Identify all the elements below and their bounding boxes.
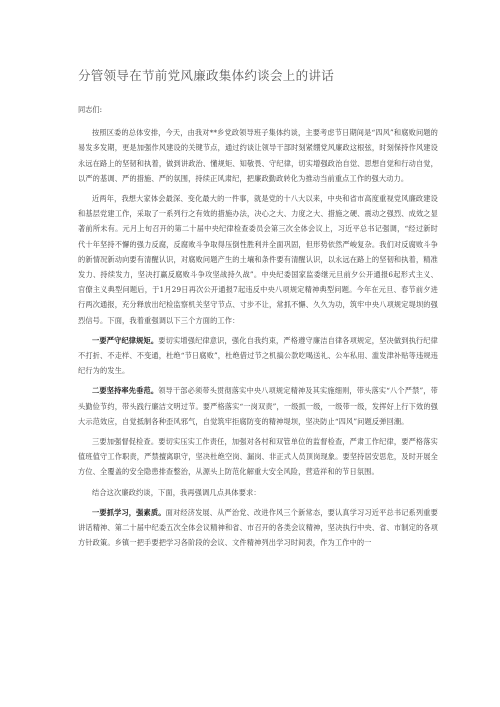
paragraph-text: 领导干部必须带头贯彻落实中央八项规定精神及其实施细则，带头落实“八个严禁”，带头勤俭节约，带头践行廉洁文明过节。要严格落实“一岗双责”，一级抓一级，一级带一级，发挥好上行下效的强大示范效应，自觉抵制各种歪风邪气，自觉筑牢拒腐防变的精神堤坝，坚决防止“四风”问题反弹回潮。: [78, 386, 439, 426]
paragraph: [78, 485, 438, 500]
paragraph-lead: 一要抓学习，强素质。: [92, 507, 166, 517]
paragraph-text: 按照区委的总体安排，今天，由我对**乡党政领导班子集体约谈，主要考虑节日期间是“四风”和腐败问题的易发多发期，更是加强作风建设的关键节点，通过约谈让领导干部时刻紧绷党风廉政这根弦，时刻保持作风建设永远在路上的坚韧和执着，做到讲政治、懂规矩、知敬畏、守纪律，切实增强政治自觉、思想自觉和行动自觉，以严的基调、严的措施、严的氛围，持续正风肃纪，把廉政勤政转化为推动当前重点工作的强大动力。: [78, 128, 438, 183]
salutation: 同志们:: [78, 105, 102, 114]
paragraph: [78, 333, 438, 379]
paragraph: [78, 505, 438, 551]
paragraph: [78, 191, 438, 328]
paragraph: [78, 125, 438, 186]
document-title: 分管领导在节前党风廉政集体约谈会上的讲话: [78, 68, 335, 83]
paragraph-text: 三要加强督促检查。要切实压实工作责任，加强对各村和双管单位的监督检查，严肃工作纪律，要严格落实值班值守工作职责，严禁擅离职守，坚决杜绝空岗、漏岗、非正式人员顶岗现象。要坚持居安思危，及时开展全方位、全覆盖的安全隐患排查整治，从源头上防范化解重大安全风险，营造祥和的节日氛围。: [78, 437, 438, 477]
paragraph-text: 面对经济发展、从严治党、改进作风三个新常态，要认真学习习近平总书记系列重要讲话精神、第二十届中纪委五次全体会议精神和省、市召开的各类会议精神，坚决执行中央、省、市制定的各项方针政策。乡镇一把手要把学习各阶段的会议、文件精神列出学习时间表，作为工作中的一: [78, 507, 438, 548]
paragraph-lead: 一要严守纪律规矩。: [92, 335, 159, 345]
paragraph-text: 要切实增强纪律意识，强化自我约束，严格遵守廉洁自律各项规定，坚决做到执行纪律不打折、不走样、不变通，杜绝“节日腐败”，杜绝借过节之机搞公款吃喝送礼、公车私用、滥发津补贴等违规违纪行为的发生。: [78, 335, 438, 376]
paragraph-text: 近两年，我想大家体会最深、变化最大的一件事，就是党的十八大以来，中央和省市高度重视党风廉政建设和基层党建工作，采取了一系列行之有效的措施办法，决心之大、力度之大、措施之硬、震动之强烈、成效之显著前所未有。元月上旬召开的第二十届中央纪律检查委员会第三次全体会议上，习近平总书记强调，“经过新时代十年坚持不懈的强力反腐，反腐败斗争取得压倒性胜利并全面巩固，但形势依然严峻复杂。我们对反腐败斗争的新情况新动向要有清醒认识，对腐败问题产生的土壤和条件要有清醒认识，以永远在路上的坚韧和执着，精准发力、持续发力，坚决打赢反腐败斗争攻坚战持久战”。中央纪委国家监委继元旦前夕公开通报6起形式主义、官僚主义典型问题后，于1月29日再次公开通报7起违反中央八项规定精神典型问题。今年在元旦、春节前夕进行两次通报，充分释放出纪检监察机关坚守节点、寸步不让，常抓不懈、久久为功，筑牢中央八项规定堤坝的强烈信号。下面，我着重强调以下三个方面的工作：: [78, 194, 438, 325]
paragraph-text: 结合这次廉政约谈，下面，我再强调几点具体要求：: [92, 487, 261, 497]
paragraph: [78, 434, 438, 480]
paragraph: [78, 383, 438, 429]
paragraph-lead: 二要坚持率先垂范。: [92, 386, 159, 396]
